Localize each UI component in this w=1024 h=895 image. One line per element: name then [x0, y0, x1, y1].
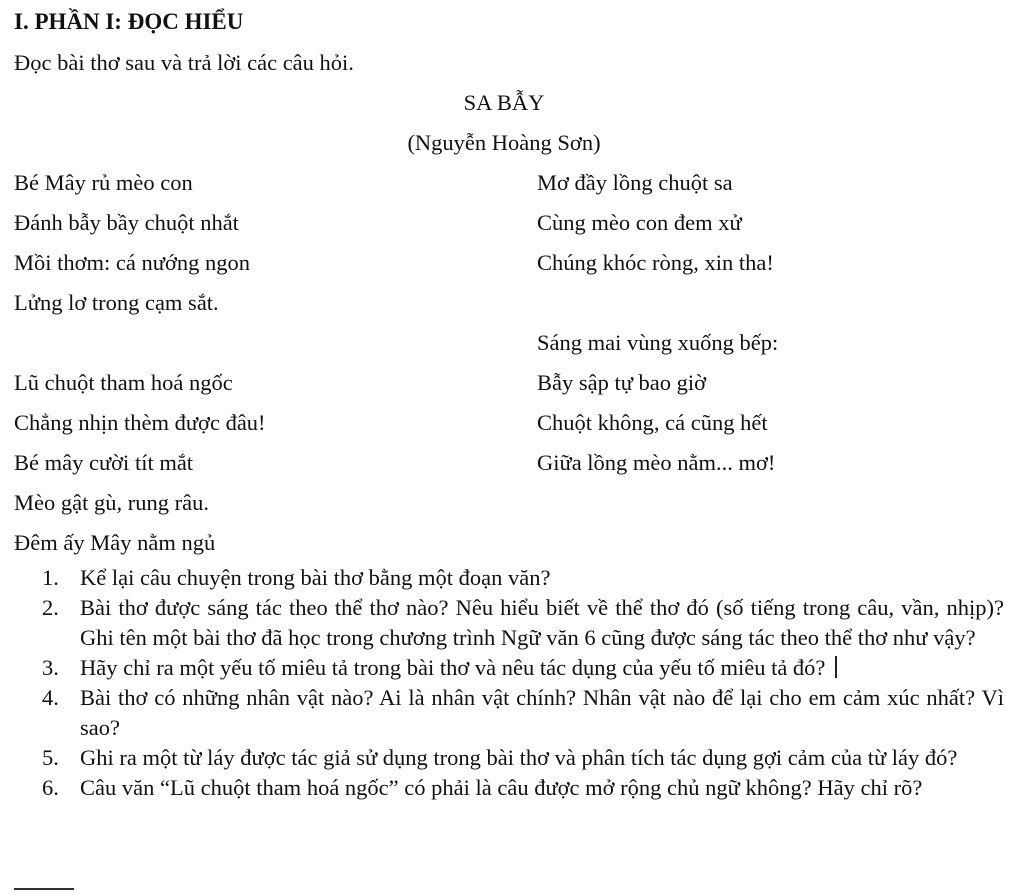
- instruction-text: Đọc bài thơ sau và trả lời các câu hỏi.: [14, 50, 354, 75]
- question-text: Câu văn “Lũ chuột tham hoá ngốc” có phải là câu được mở rộng chủ ngữ không? Hãy chỉ rõ?: [80, 775, 923, 800]
- question-text: Ghi ra một từ láy được tác giả sử dụng trong bài thơ và phân tích tác dụng gợi cảm của từ láy đó?: [80, 745, 958, 770]
- question-number: 1.: [42, 565, 59, 590]
- poem-line: Bẫy sập tự bao giờ: [537, 370, 707, 395]
- poem-line: Mèo gật gù, rung râu.: [14, 490, 209, 515]
- question-text: Hãy chỉ ra một yếu tố miêu tả trong bài thơ và nêu tác dụng của yếu tố miêu tả đó?: [80, 655, 826, 680]
- question-item: [42, 563, 1004, 593]
- question-number: 6.: [42, 775, 59, 800]
- poem-right-column: [537, 163, 778, 483]
- stanza-gap: [537, 283, 778, 323]
- poem-line: Cùng mèo con đem xử: [537, 210, 742, 235]
- cropped-text-fragment: [14, 885, 154, 891]
- poem-line: Đêm ấy Mây nằm ngủ: [14, 530, 216, 555]
- poem-author: (Nguyễn Hoàng Sơn): [407, 130, 601, 155]
- question-list: [42, 563, 1004, 803]
- question-number: 3.: [42, 655, 59, 680]
- poem-line: Lửng lơ trong cạm sắt.: [14, 290, 219, 315]
- question-item: [42, 773, 1004, 803]
- question-number: 4.: [42, 685, 59, 710]
- question-item: [42, 653, 1004, 683]
- poem-line: Chẳng nhịn thèm được đâu!: [14, 410, 266, 435]
- poem-line: Lũ chuột tham hoá ngốc: [14, 370, 233, 395]
- poem-line: Chuột không, cá cũng hết: [537, 410, 768, 435]
- poem-left-column: [14, 163, 266, 563]
- question-text: Kể lại câu chuyện trong bài thơ bằng một đoạn văn?: [80, 565, 551, 590]
- question-item: [42, 743, 1004, 773]
- text-cursor: [835, 656, 837, 678]
- poem-line: Chúng khóc ròng, xin tha!: [537, 250, 774, 275]
- question-text: Bài thơ được sáng tác theo thể thơ nào? Nêu hiểu biết về thể thơ đó (số tiếng trong câu, vần, nhịp)? Ghi tên một bài thơ đã học trong chương trình Ngữ văn 6 cũng được sáng tác theo thể thơ như vậy?: [80, 595, 1004, 650]
- question-item: [42, 683, 1004, 743]
- poem-line: Đánh bẫy bầy chuột nhắt: [14, 210, 239, 235]
- poem-line: Giữa lồng mèo nằm... mơ!: [537, 450, 776, 475]
- poem-line: Sáng mai vùng xuống bếp:: [537, 330, 779, 355]
- poem-line: Mồi thơm: cá nướng ngon: [14, 250, 250, 275]
- poem-line: Bé mây cười tít mắt: [14, 450, 194, 475]
- question-item: [42, 593, 1004, 653]
- section-heading: I. PHẦN I: ĐỌC HIỂU: [14, 9, 244, 34]
- poem-line: Bé Mây rủ mèo con: [14, 170, 193, 195]
- question-number: 5.: [42, 745, 59, 770]
- question-text: Bài thơ có những nhân vật nào? Ai là nhân vật chính? Nhân vật nào để lại cho em cảm xúc nhất? Vì sao?: [80, 685, 1004, 740]
- poem-line: Mơ đầy lồng chuột sa: [537, 170, 733, 195]
- question-number: 2.: [42, 595, 59, 620]
- poem-title: SA BẪY: [463, 90, 545, 115]
- stanza-gap: [14, 323, 266, 363]
